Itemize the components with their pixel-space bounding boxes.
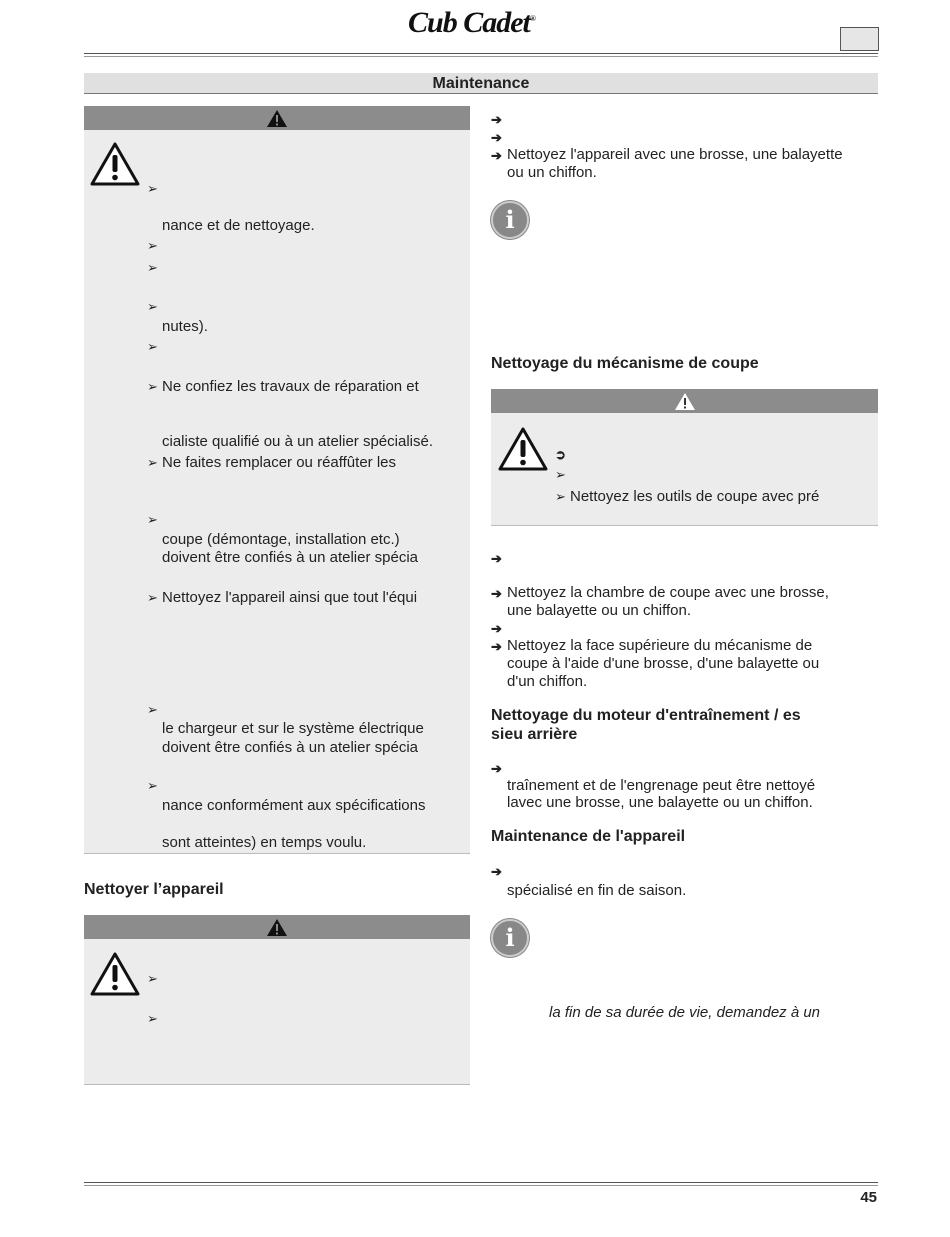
- warning-line: coupe (démontage, installation etc.): [162, 531, 400, 548]
- info-icon: i: [491, 201, 529, 239]
- warning-line: sont atteintes) en temps voulu.: [162, 834, 367, 851]
- instruction-line: une balayette ou un chiffon.: [507, 602, 692, 619]
- brand-logo: Cub Cadet®: [408, 6, 535, 39]
- arrow-right-icon: ➔: [491, 621, 502, 636]
- warning-header: [84, 106, 470, 130]
- arrow-right-icon: ➔: [491, 112, 502, 127]
- bullet-13: ➢: [147, 1011, 158, 1026]
- bullet-15: ➢: [555, 489, 566, 504]
- warning-triangle-icon: [498, 427, 548, 471]
- footer-rule-thin: [84, 1185, 878, 1186]
- instruction-line: lavec une brosse, une balayette ou un chiffon.: [507, 794, 813, 811]
- bullet-3: ➢: [147, 260, 158, 275]
- language-tab-box: [840, 27, 879, 51]
- warning-line: Nettoyez l'appareil ainsi que tout l'équi: [162, 589, 418, 606]
- warning-line: Ne confiez les travaux de réparation et: [162, 378, 419, 395]
- warning-line: Ne faites remplacer ou réaffûter les: [162, 454, 397, 471]
- arrow-right-icon: ➔: [491, 130, 502, 145]
- page-number: 45: [860, 1189, 877, 1206]
- bullet-8: ➢: [147, 512, 158, 527]
- bullet-7: ➢: [147, 455, 158, 470]
- heading-motor-line2: sieu arrière: [491, 726, 578, 743]
- heading-cutting-mechanism: Nettoyage du mécanisme de coupe: [491, 355, 759, 372]
- arrow-right-icon: ➔: [491, 148, 502, 163]
- warning-header: [491, 389, 878, 413]
- warning-line: nance conformément aux spécifications: [162, 797, 426, 814]
- warning-line: doivent être confiés à un atelier spécia: [162, 739, 418, 756]
- warning-header: [84, 915, 470, 939]
- warning-line: doivent être confiés à un atelier spécia: [162, 549, 418, 566]
- warning-line: Nettoyez les outils de coupe avec pré: [570, 488, 820, 505]
- bullet-14: ➢: [555, 467, 566, 482]
- warning-line: le chargeur et sur le système électrique: [162, 720, 424, 737]
- footer-rule: [84, 1182, 878, 1183]
- warning-triangle-icon: [90, 142, 140, 186]
- header-rule: [84, 53, 878, 54]
- info-line: la fin de sa durée de vie, demandez à un: [549, 1004, 821, 1021]
- bullet-5: ➢: [147, 339, 158, 354]
- instruction-line: ou un chiffon.: [507, 164, 597, 181]
- warning-box-cleaning: [84, 915, 470, 1085]
- bullet-11: ➢: [147, 778, 158, 793]
- heading-motor-line1: Nettoyage du moteur d'entraînement / es: [491, 707, 801, 724]
- heading-device-maintenance: Maintenance de l'appareil: [491, 828, 686, 845]
- bullet-4: ➢: [147, 299, 158, 314]
- instruction-line: traînement et de l'engrenage peut être nettoyé: [507, 777, 816, 794]
- header-rule-thin: [84, 56, 878, 57]
- bullet-2: ➢: [147, 238, 158, 253]
- warning-triangle-icon: [90, 952, 140, 996]
- instruction-line: Nettoyez la face supérieure du mécanisme de: [507, 637, 813, 654]
- section-title: Maintenance: [84, 73, 878, 94]
- instruction-line: d'un chiffon.: [507, 673, 588, 690]
- arrow-right-icon: ➔: [491, 864, 502, 879]
- bullet-6: ➢: [147, 379, 158, 394]
- arrow-right-icon: ➔: [491, 586, 502, 601]
- bullet-12: ➢: [147, 971, 158, 986]
- arrow-right-icon: ➔: [491, 639, 502, 654]
- warning-line: nance et de nettoyage.: [162, 217, 315, 234]
- instruction-line: Nettoyez l'appareil avec une brosse, une balayette: [507, 146, 843, 163]
- bullet-10: ➢: [147, 702, 158, 717]
- bullet-9: ➢: [147, 590, 158, 605]
- arrow-right-icon: ➔: [491, 761, 502, 776]
- instruction-line: coupe à l'aide d'une brosse, d'une balayette ou: [507, 655, 820, 672]
- instruction-line: Nettoyez la chambre de coupe avec une brosse,: [507, 584, 829, 601]
- warning-small-icon: [266, 918, 288, 937]
- arrow-right-icon: ➔: [491, 551, 502, 566]
- warning-small-icon: [266, 109, 288, 128]
- warning-small-icon: [674, 392, 696, 411]
- warning-line: cialiste qualifié ou à un atelier spécialisé.: [162, 433, 433, 450]
- info-icon: i: [491, 919, 529, 957]
- heading-clean-device: Nettoyer l’appareil: [84, 881, 224, 898]
- circle-arrow-icon: ➲: [555, 447, 566, 462]
- instruction-line: spécialisé en fin de saison.: [507, 882, 687, 899]
- bullet-1: ➢: [147, 181, 158, 196]
- warning-line: nutes).: [162, 318, 208, 335]
